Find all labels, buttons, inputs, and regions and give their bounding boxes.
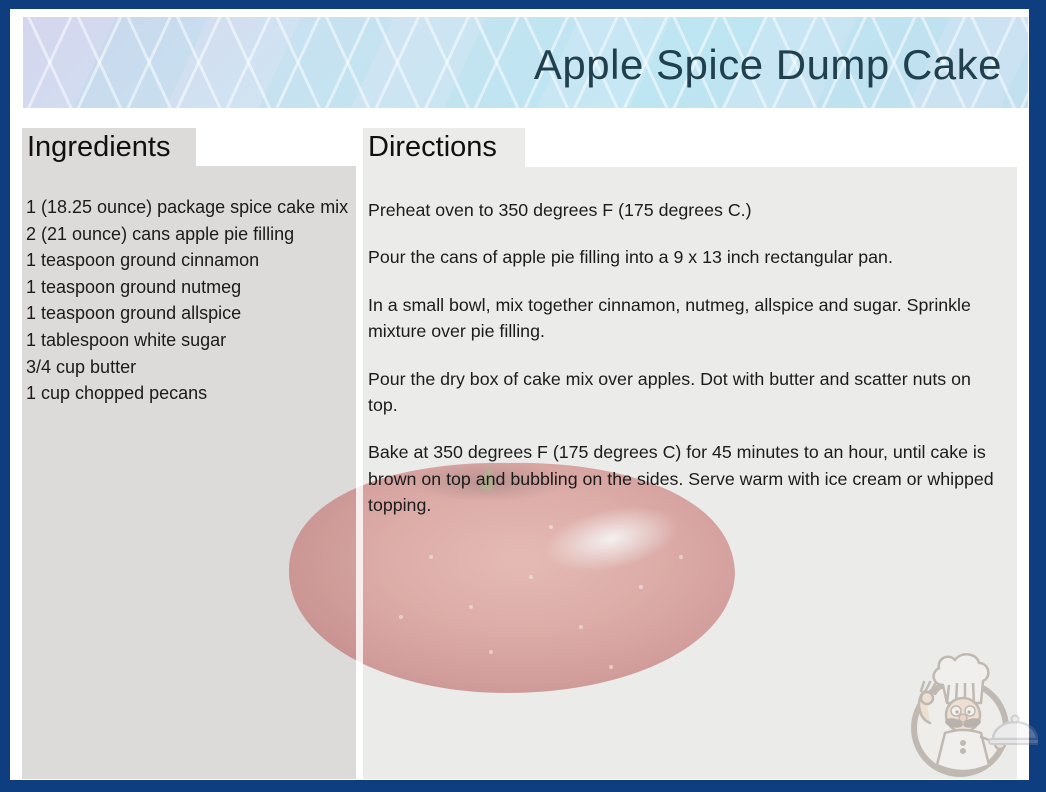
directions-heading-box <box>363 128 525 167</box>
ingredient-item: 1 cup chopped pecans <box>26 383 208 404</box>
ingredient-item: 1 tablespoon white sugar <box>26 329 227 350</box>
ingredients-heading: Ingredients <box>27 130 171 163</box>
chef-logo <box>897 651 1038 784</box>
ingredient-item: 1 (18.25 ounce) package spice cake mix <box>26 197 349 217</box>
recipe-title: Apple Spice Dump Cake <box>533 40 1002 88</box>
directions-list <box>363 167 1017 540</box>
ingredients-heading-box <box>22 128 196 166</box>
direction-step: Pour the cans of apple pie filling into a 9 x 13 inch rectangular pan. <box>368 247 893 268</box>
ingredient-item: 3/4 cup butter <box>26 356 137 377</box>
ingredient-item: 1 teaspoon ground cinnamon <box>26 250 260 271</box>
column-divider <box>356 128 363 779</box>
ingredient-item: 1 teaspoon ground allspice <box>26 303 242 324</box>
direction-step: Pour the dry box of cake mix over apples. Dot with butter and scatter nuts on top. <box>368 368 971 416</box>
direction-step: Preheat oven to 350 degrees F (175 degrees C.) <box>368 200 752 220</box>
ingredient-item: 2 (21 ounce) cans apple pie filling <box>26 223 295 244</box>
ingredient-item: 1 teaspoon ground nutmeg <box>26 276 242 297</box>
directions-heading: Directions <box>368 131 497 163</box>
header-banner <box>23 17 1028 108</box>
direction-step: In a small bowl, mix together cinnamon, nutmeg, allspice and sugar. Sprinkle mixture over pie filling. <box>368 294 971 342</box>
direction-step: Bake at 350 degrees F (175 degrees C) for 45 minutes to an hour, until cake is brown on top and bubbling on the sides. Serve warm with ice cream or whipped topping. <box>368 442 994 516</box>
ingredients-list <box>22 166 356 407</box>
